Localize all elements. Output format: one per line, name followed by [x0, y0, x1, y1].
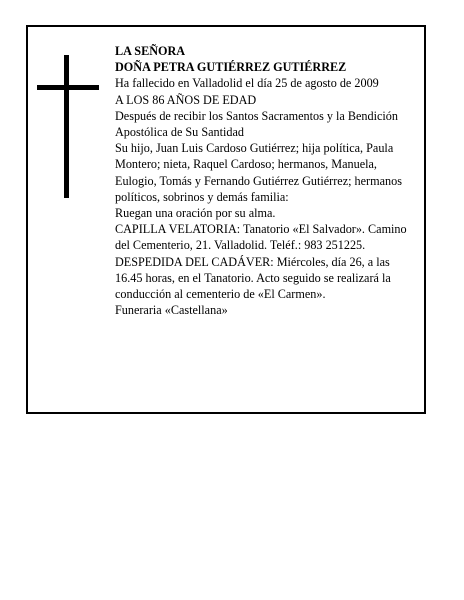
obituary-notice	[26, 25, 426, 414]
notice-sacraments-line: Después de recibir los Santos Sacramentos y la Bendición Apostólica de Su Santidad	[115, 108, 398, 140]
cross-icon	[37, 55, 99, 198]
notice-family-line: Su hijo, Juan Luis Cardoso Gutiérrez; hija política, Paula Montero; nieta, Raquel Cardoso; hermanos, Manuela, Eulogio, Tomás y Fernando Gutiérrez Gutiérrez; hermanos políticos, sobrinos y demás familia:	[115, 141, 402, 204]
cross-vertical-bar	[64, 55, 69, 198]
notice-age-line: A LOS 86 AÑOS DE EDAD	[115, 92, 257, 107]
notice-chapel-line: CAPILLA VELATORIA: Tanatorio «El Salvador». Camino del Cementerio, 21. Valladolid. Teléf.: 983 251225.	[115, 222, 407, 253]
notice-text	[115, 43, 419, 318]
notice-title-line1: LA SEÑORA	[115, 44, 186, 58]
notice-funeral-home-line: Funeraria «Castellana»	[115, 303, 228, 318]
notice-farewell-line: DESPEDIDA DEL CADÁVER: Miércoles, día 26, a las 16.45 horas, en el Tanatorio. Acto seguido se realizará la conducción al cementerio de «El Carmen».	[115, 254, 391, 302]
notice-deceased-name: DOÑA PETRA GUTIÉRREZ GUTIÉRREZ	[115, 60, 347, 75]
notice-prayer-line: Ruegan una oración por su alma.	[115, 206, 276, 221]
cross-horizontal-bar	[37, 85, 99, 90]
notice-death-line: Ha fallecido en Valladolid el día 25 de agosto de 2009	[115, 76, 379, 91]
